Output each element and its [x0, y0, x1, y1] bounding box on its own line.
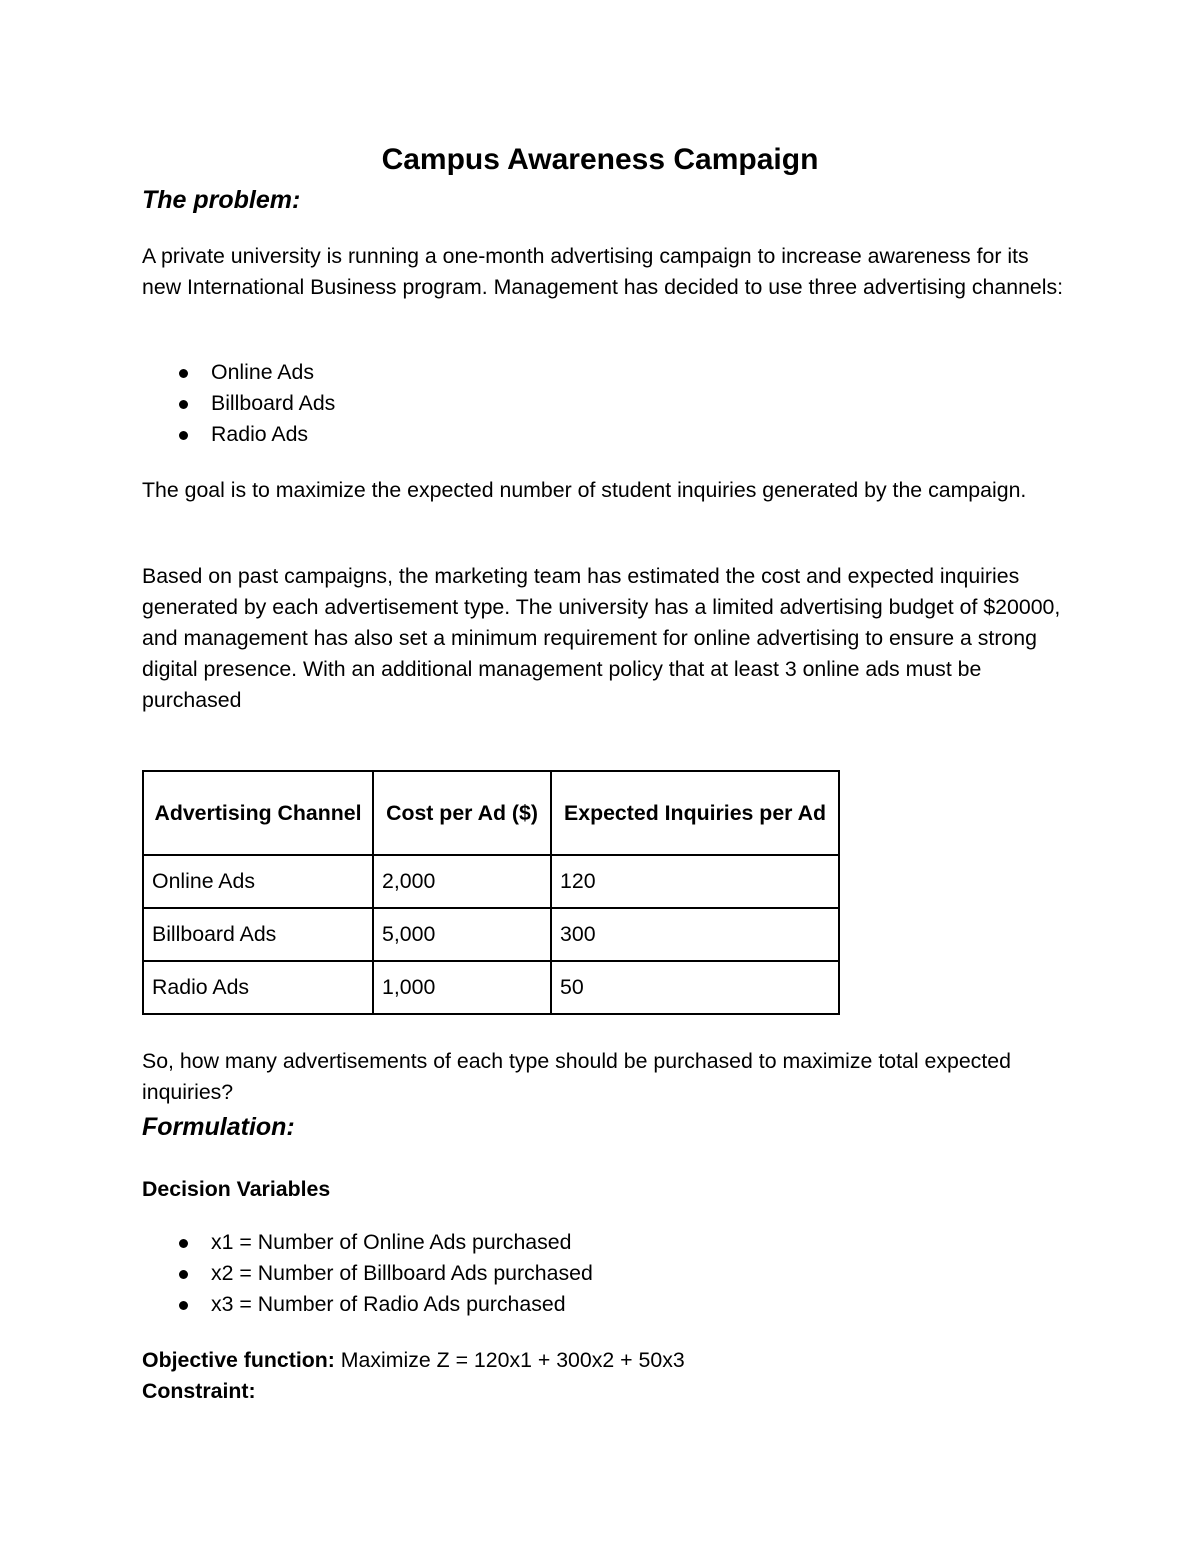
problem-heading: The problem: — [142, 186, 301, 214]
goal-paragraph: The goal is to maximize the expected number of student inquiries generated by the campaign. — [142, 478, 1027, 502]
decision-variable-list — [142, 1227, 593, 1320]
list-item: Online Ads — [142, 357, 335, 388]
table-cell: Billboard Ads — [143, 908, 373, 961]
list-item: x3 = Number of Radio Ads purchased — [142, 1289, 593, 1320]
table-cell: 120 — [551, 855, 839, 908]
table-header-cell: Advertising Channel — [143, 771, 373, 855]
bullet-icon — [179, 1239, 188, 1248]
objective-text: Maximize Z = 120x1 + 300x2 + 50x3 — [334, 1348, 685, 1372]
list-item: x1 = Number of Online Ads purchased — [142, 1227, 593, 1258]
table-header-cell: Cost per Ad ($) — [373, 771, 551, 855]
bullet-icon — [179, 1301, 188, 1310]
table-cell: 300 — [551, 908, 839, 961]
formulation-heading: Formulation: — [142, 1113, 295, 1141]
table-cell: 2,000 — [373, 855, 551, 908]
table-cell: 5,000 — [373, 908, 551, 961]
page-title: Campus Awareness Campaign — [381, 143, 819, 176]
table-row — [143, 855, 839, 908]
table-row — [143, 961, 839, 1014]
table-cell: 1,000 — [373, 961, 551, 1014]
question-paragraph: So, how many advertisements of each type should be purchased to maximize total expected inquiries? — [142, 1049, 1011, 1104]
table-header-row — [143, 771, 839, 855]
list-item: Billboard Ads — [142, 388, 335, 419]
bullet-icon — [179, 369, 188, 378]
decision-variables-heading: Decision Variables — [142, 1177, 331, 1201]
channel-list — [142, 357, 335, 450]
table-cell: Radio Ads — [143, 961, 373, 1014]
table-row — [143, 908, 839, 961]
objective-function — [142, 1345, 685, 1376]
constraint-heading: Constraint: — [142, 1379, 256, 1403]
cost-table — [142, 770, 840, 1015]
bullet-icon — [179, 431, 188, 440]
bullet-icon — [179, 400, 188, 409]
list-item: Radio Ads — [142, 419, 335, 450]
table-cell: 50 — [551, 961, 839, 1014]
list-item: x2 = Number of Billboard Ads purchased — [142, 1258, 593, 1289]
table-header-cell: Expected Inquiries per Ad — [551, 771, 839, 855]
objective-label: Objective function: — [142, 1348, 335, 1372]
background-paragraph: Based on past campaigns, the marketing team has estimated the cost and expected inquiries generated by each advertisement type. The university has a limited advertising budget of $20000, and management has also set a minimum requirement for online advertising to ensure a strong digital presence. With an additional management policy that at least 3 online ads must be purchased — [142, 564, 1061, 712]
intro-paragraph: A private university is running a one-month advertising campaign to increase awareness for its new International Business program. Management has decided to use three advertising channels: — [142, 244, 1064, 299]
bullet-icon — [179, 1270, 188, 1279]
table-cell: Online Ads — [143, 855, 373, 908]
